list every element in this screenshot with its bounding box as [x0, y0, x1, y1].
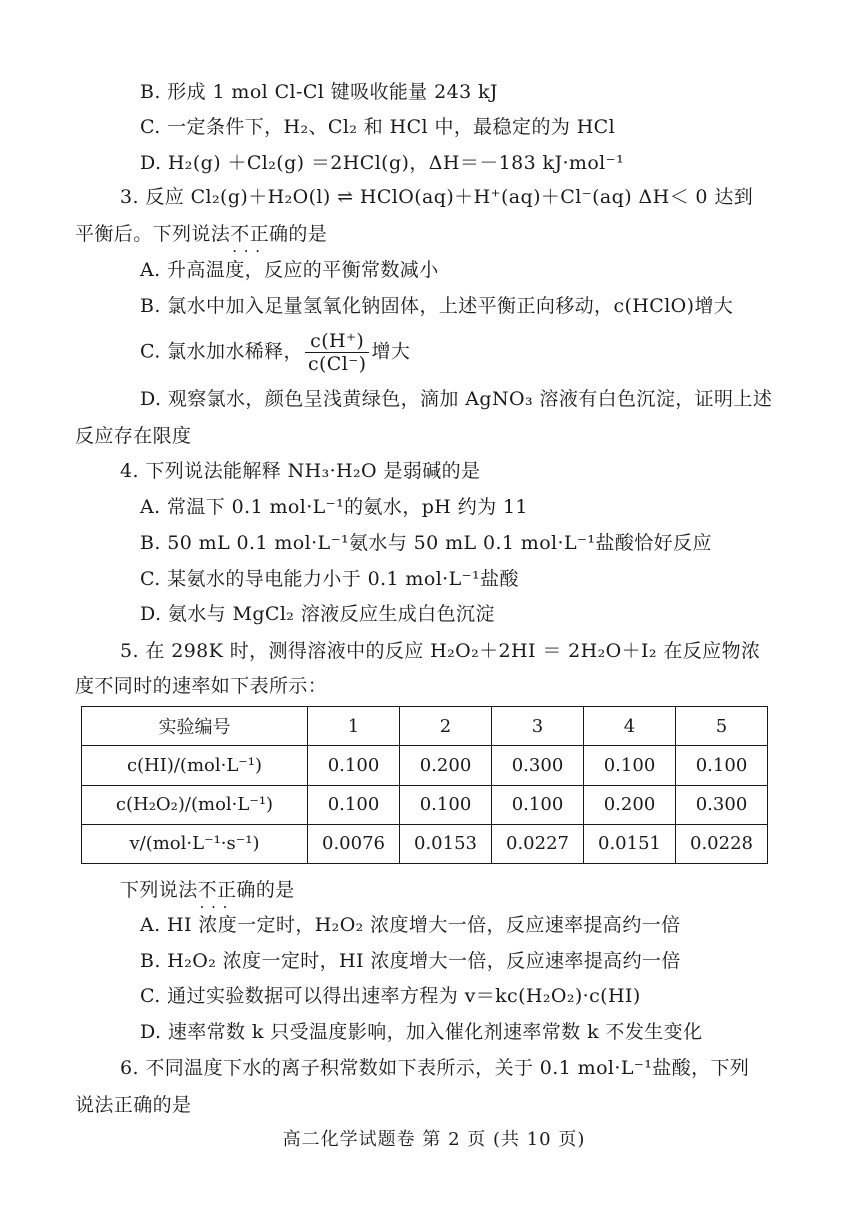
- table-row: [82, 785, 768, 824]
- q3-fraction-denominator: c(Cl⁻): [307, 353, 367, 375]
- table-header-cell: 2: [400, 707, 492, 746]
- table-header-row: [82, 707, 768, 746]
- q4-stem: 4. 下列说法能解释 NH₃·H₂O 是弱碱的是: [120, 460, 481, 482]
- table-cell: 0.0151: [584, 824, 676, 863]
- page-footer: 高二化学试题卷 第 2 页 (共 10 页): [282, 1129, 586, 1150]
- table-cell: 0.200: [584, 785, 676, 824]
- table-header-cell: 1: [308, 707, 400, 746]
- table-header-cell: 3: [492, 707, 584, 746]
- q5-option-d: D. 速率常数 k 只受温度影响，加入催化剂速率常数 k 不发生变化: [140, 1021, 703, 1043]
- q5-option-c: C. 通过实验数据可以得出速率方程为 v＝kc(H₂O₂)·c(HI): [140, 985, 641, 1007]
- table-cell: 0.0076: [308, 824, 400, 863]
- q5-option-a: A. HI 浓度一定时，H₂O₂ 浓度增大一倍，反应速率提高约一倍: [140, 914, 681, 936]
- q3-option-c-prefix: C. 氯水加水稀释，: [140, 340, 303, 363]
- table-cell: 0.100: [676, 746, 768, 785]
- q3-option-b: B. 氯水中加入足量氢氧化钠固体，上述平衡正向移动，c(HClO)增大: [140, 295, 734, 317]
- q2-option-c: C. 一定条件下，H₂、Cl₂ 和 HCl 中，最稳定的为 HCl: [140, 116, 616, 138]
- rate-data-table: [81, 706, 768, 864]
- table-cell: 0.100: [584, 746, 676, 785]
- q3-stem-line1: 3. 反应 Cl₂(g)＋H₂O(l) ⇌ HClO(aq)＋H⁺(aq)＋Cl⁻(aq) ΔH＜ 0 达到: [120, 186, 754, 208]
- q3-stem-prefix: 平衡后。下列说法: [75, 223, 231, 245]
- q6-stem-line1: 6. 不同温度下水的离子积常数如下表所示，关于 0.1 mol·L⁻¹盐酸，下列: [120, 1057, 750, 1079]
- q5-stem-line1: 5. 在 298K 时，测得溶液中的反应 H₂O₂＋2HI ＝ 2H₂O＋I₂ 在反应物浓: [120, 640, 761, 662]
- q4-option-d: D. 氨水与 MgCl₂ 溶液反应生成白色沉淀: [140, 603, 495, 625]
- q4-option-b: B. 50 mL 0.1 mol·L⁻¹氨水与 50 mL 0.1 mol·L⁻¹盐酸恰好反应: [140, 532, 712, 554]
- table-cell: 0.100: [492, 785, 584, 824]
- table-row: [82, 746, 768, 785]
- q5-question: [120, 877, 295, 903]
- table-row-label: v/(mol·L⁻¹·s⁻¹): [82, 824, 308, 863]
- q3-option-a: A. 升高温度，反应的平衡常数减小: [140, 259, 439, 281]
- q3-stem-suffix: 的是: [288, 223, 328, 245]
- q4-option-c: C. 某氨水的导电能力小于 0.1 mol·L⁻¹盐酸: [140, 568, 519, 590]
- q5-question-emphasis: 不正确 · · ·: [198, 877, 256, 903]
- table-cell: 0.300: [676, 785, 768, 824]
- q3-fraction: [305, 330, 370, 375]
- q3-stem-line2: [75, 221, 327, 247]
- q5-question-prefix: 下列说法: [120, 879, 198, 901]
- q4-option-a: A. 常温下 0.1 mol·L⁻¹的氨水，pH 约为 11: [140, 496, 528, 518]
- table-cell: 0.200: [400, 746, 492, 785]
- q2-option-d: D. H₂(g) ＋Cl₂(g) ＝2HCl(g)，ΔH＝－183 kJ·mol⁻¹: [140, 152, 625, 174]
- q5-question-suffix: 的是: [255, 879, 295, 901]
- table-row-label: c(HI)/(mol·L⁻¹): [82, 746, 308, 785]
- q2-option-b: B. 形成 1 mol Cl-Cl 键吸收能量 243 kJ: [140, 81, 498, 103]
- table-row: [82, 824, 768, 863]
- table-row-label: c(H₂O₂)/(mol·L⁻¹): [82, 785, 308, 824]
- q3-option-d-line1: D. 观察氯水，颜色呈浅黄绿色，滴加 AgNO₃ 溶液有白色沉淀，证明上述: [140, 388, 773, 410]
- q3-fraction-numerator: c(H⁺): [305, 330, 370, 353]
- q6-stem-line2: 说法正确的是: [75, 1094, 192, 1116]
- q3-option-c-suffix: 增大: [371, 340, 411, 363]
- q5-option-b: B. H₂O₂ 浓度一定时，HI 浓度增大一倍，反应速率提高约一倍: [140, 950, 681, 972]
- table-header-cell: 4: [584, 707, 676, 746]
- table-cell: 0.0153: [400, 824, 492, 863]
- table-cell: 0.300: [492, 746, 584, 785]
- q3-option-d-line2: 反应存在限度: [75, 425, 192, 447]
- table-header-cell: 5: [676, 707, 768, 746]
- table-cell: 0.100: [308, 746, 400, 785]
- q5-stem-line2: 度不同时的速率如下表所示：: [75, 675, 328, 697]
- table-cell: 0.100: [400, 785, 492, 824]
- q3-option-c: [140, 330, 410, 375]
- table-cell: 0.0228: [676, 824, 768, 863]
- table-cell: 0.100: [308, 785, 400, 824]
- q3-stem-emphasis: 不正确 · · ·: [230, 221, 288, 247]
- table-cell: 0.0227: [492, 824, 584, 863]
- table-header-cell: 实验编号: [82, 707, 308, 746]
